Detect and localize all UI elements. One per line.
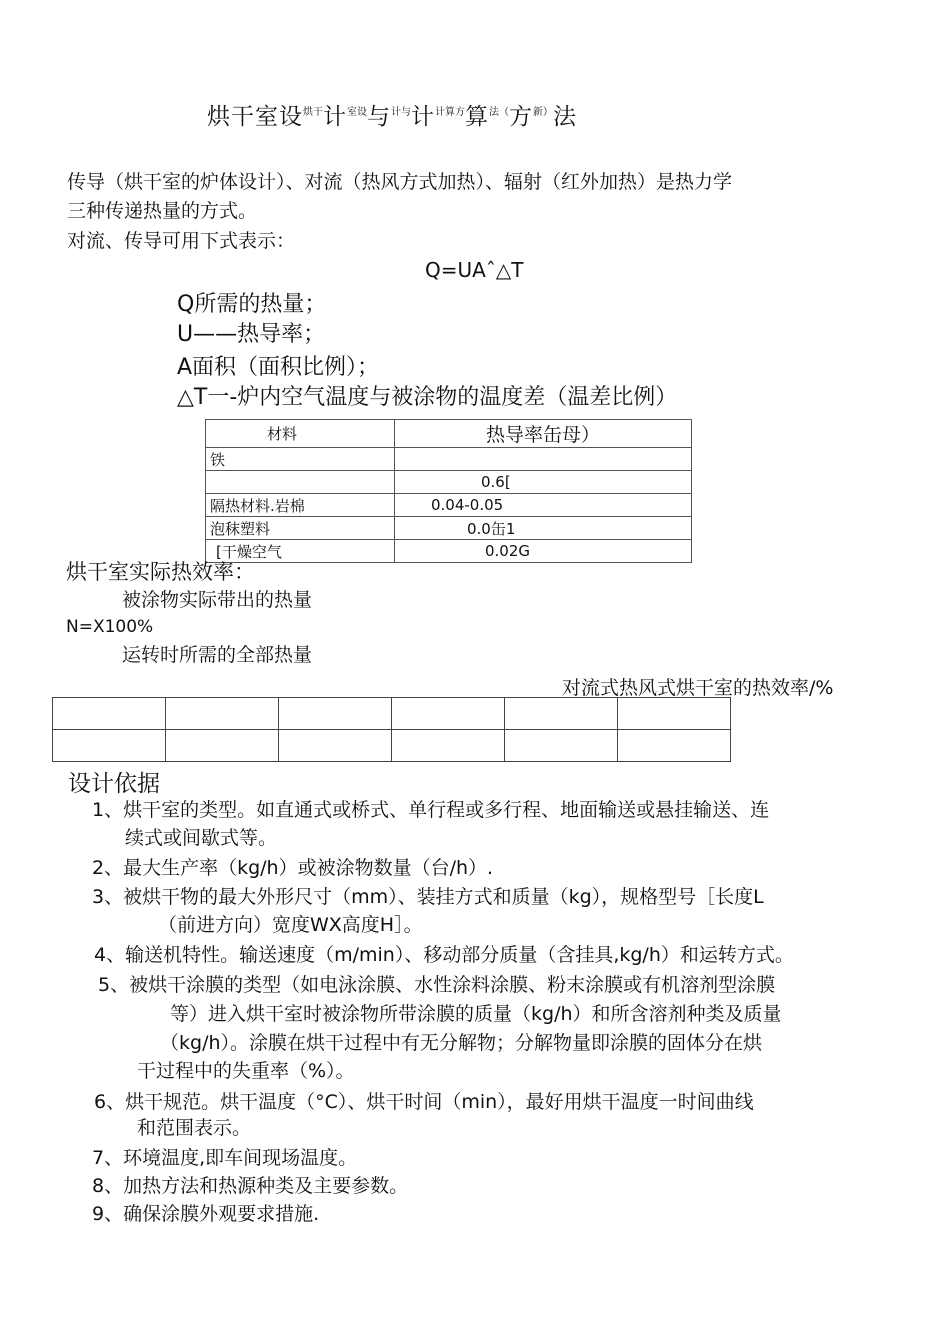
- definition-delta-t: △T一-炉内空气温度与被涂物的温度差（温差比例）: [177, 385, 678, 410]
- table-cell: [618, 698, 731, 730]
- material-cell: 隔热材料.岩棉: [206, 494, 395, 517]
- efficiency-heading: 烘干室实际热效率：: [66, 560, 255, 584]
- table-cell: [53, 730, 166, 762]
- value-cell: 0.04-0.05: [395, 494, 692, 517]
- design-item-3: 3、被烘干物的最大外形尺寸（mm）、装挂方式和质量（kg），规格型号［长度L: [92, 886, 764, 908]
- design-item-1: 1、烘干室的类型。如直通式或桥式、单行程或多行程、地面输送或悬挂输送、连: [92, 799, 770, 821]
- design-item-5-cont-3: 干过程中的失重率（%）。: [137, 1060, 355, 1082]
- intro-line-2: 三种传递热量的方式。: [67, 200, 258, 222]
- table-cell: [166, 730, 279, 762]
- efficiency-formula: N=X100%: [66, 617, 154, 637]
- design-item-2: 2、最大生产率（kg/h）或被涂物数量（台/h）.: [92, 857, 494, 879]
- definition-q: Q所需的热量；: [177, 292, 327, 317]
- efficiency-table-caption: 对流式热风式烘干室的热效率/%: [562, 677, 834, 699]
- table-cell: [505, 698, 618, 730]
- design-item-5-cont-2: （kg/h）。涂膜在烘干过程中有无分解物；分解物量即涂膜的固体分在烘: [160, 1032, 763, 1054]
- design-item-4: 4、输送机特性。输送速度（m/min）、移动部分质量（含挂具,kg/h）和运转方式。: [94, 944, 794, 966]
- material-conductivity-table: [205, 419, 692, 563]
- design-item-6-cont: 和范围表示。: [137, 1117, 252, 1139]
- efficiency-numerator: 被涂物实际带出的热量: [122, 589, 313, 611]
- table-header-row: [206, 420, 692, 448]
- efficiency-denominator: 运转时所需的全部热量: [122, 644, 313, 666]
- intro-line-1: 传导（烘干室的炉体设计）、对流（热风方式加热）、辐射（红外加热）是热力学: [67, 171, 733, 193]
- table-row: [53, 698, 731, 730]
- material-cell: 泡秣塑料: [206, 517, 395, 540]
- table-row: [206, 471, 692, 494]
- value-cell: [395, 448, 692, 471]
- material-cell: [干燥空气: [206, 540, 395, 563]
- header-conductivity: 热导率缶母）: [395, 420, 692, 448]
- value-cell: 0.02G: [395, 540, 692, 563]
- design-item-7: 7、环境温度,即车间现场温度。: [92, 1147, 358, 1169]
- design-item-9: 9、确保涂膜外观要求措施.: [92, 1203, 320, 1225]
- table-cell: [53, 698, 166, 730]
- design-item-1-cont: 续式或间歇式等。: [125, 827, 278, 849]
- table-cell: [505, 730, 618, 762]
- heat-formula: Q=UAˆ△T: [425, 258, 524, 282]
- material-cell: [206, 471, 395, 494]
- definition-a: A面积（面积比例）；: [177, 355, 380, 380]
- table-cell: [279, 730, 392, 762]
- table-cell: [618, 730, 731, 762]
- design-item-6: 6、烘干规范。烘干温度（°C）、烘干时间（min），最好用烘干温度一时间曲线: [94, 1091, 754, 1113]
- efficiency-table: [52, 697, 731, 762]
- definition-u: U——热导率；: [177, 322, 326, 347]
- table-row: [206, 494, 692, 517]
- header-material: 材料: [206, 420, 395, 448]
- intro-line-3: 对流、传导可用下式表示：: [67, 230, 296, 252]
- table-cell: [392, 698, 505, 730]
- design-heading: 设计依据: [68, 771, 160, 797]
- design-item-5-cont-1: 等）进入烘干室时被涂物所带涂膜的质量（kg/h）和所含溶剂种类及质量: [170, 1003, 782, 1025]
- table-cell: [279, 698, 392, 730]
- table-cell: [166, 698, 279, 730]
- design-item-3-cont: （前进方向）宽度WX高度H］。: [158, 914, 423, 936]
- value-cell: 0.6[: [395, 471, 692, 494]
- design-item-8: 8、加热方法和热源种类及主要参数。: [92, 1175, 409, 1197]
- table-row: [206, 517, 692, 540]
- material-cell: 铁: [206, 448, 395, 471]
- design-item-5: 5、被烘干涂膜的类型（如电泳涂膜、水性涂料涂膜、粉末涂膜或有机溶剂型涂膜: [98, 974, 776, 996]
- table-row: [206, 448, 692, 471]
- page-title: 烘干室设$^{烘干}$计$^{室设}$与$^{计与}$计$^{计算方}$算$^{法(}$方$^{新)}$法: [207, 104, 577, 130]
- table-row: [206, 540, 692, 563]
- value-cell: 0.0缶1: [395, 517, 692, 540]
- table-cell: [392, 730, 505, 762]
- table-row: [53, 730, 731, 762]
